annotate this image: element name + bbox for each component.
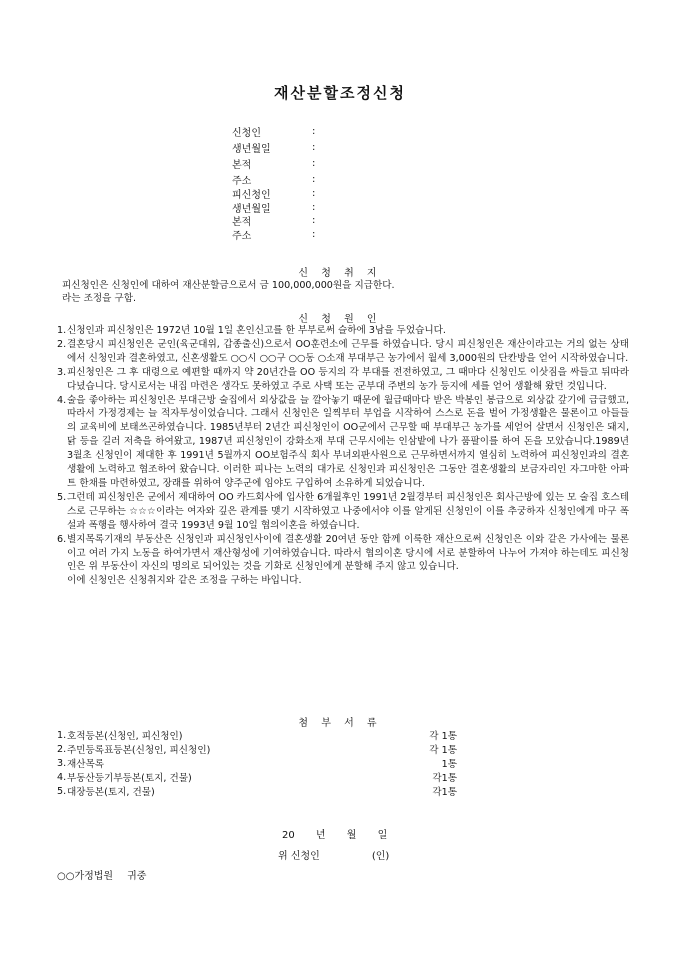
attachment-number: 2. [57,743,67,755]
field-label: 본적 [232,217,252,229]
filing-date [282,826,387,841]
attachment-name: 주민등록표등본(신청인, 피신청인) [67,745,211,756]
signature-line [278,847,389,862]
cause-closing: 이에 신청인은 신청취지와 같은 조정을 구하는 바입니다. [67,575,302,587]
attachment-number: 3. [57,757,67,769]
purpose-heading: 신 청 취 지 [298,268,382,279]
attachment-item [57,756,457,770]
field-colon: : [312,201,316,213]
cause-item [57,324,629,338]
field-row [232,123,315,139]
date-year-unit: 년 [315,830,326,841]
cause-number: 2. [57,338,67,350]
field-colon: : [312,173,316,185]
cause-text: 신청인과 피신청인은 1972년 10월 1일 혼인신고를 한 부부로써 슬하에 3남을 두었습니다. [67,325,446,336]
cause-list [57,324,629,588]
field-row [232,139,315,155]
purpose-text [62,279,622,306]
date-day-unit: 일 [377,830,388,841]
field-colon: : [312,157,316,169]
field-label: 본적 [232,159,252,171]
cause-text: 결혼당시 피신청인은 군인(육군대위, 갑종출신)으로서 OO훈련소에 근무를 하였습니다. 당시 피신청인은 재산이라고는 거의 없는 상태에서 신청인과 결혼하였고, 신혼생활도 ○○시 ○○구 ○○동 ○소재 부대부근 농가에서 월세 3,000원의 단칸방을 얻어 시작하였습니다. [67,338,629,364]
cause-text: 피신청인은 그 후 대령으로 예편할 때까지 약 20년간을 OO 등지의 각 부대를 전전하였고, 그 때마다 신청인도 이삿짐을 싸들고 뒤따라 다녔습니다. 당시로서는 내집 마련은 생각도 못하였고 주로 사택 또는 군부대 주변의 농가 등지에 세를 얻어 생활해 왔던 것입니다. [67,366,629,392]
court-name: ○○가정법원 [57,871,114,882]
field-row [232,201,315,215]
field-row [232,155,315,171]
field-label: 주소 [232,230,252,242]
signature-seal: (인) [371,851,390,862]
cause-number: 1. [57,325,67,336]
field-row [232,228,315,242]
attachment-count: 각 1통 [429,731,457,742]
field-colon: : [312,125,316,137]
court-addressee [57,867,146,882]
cause-item [57,533,629,575]
attachment-name: 대장등본(토지, 건물) [67,787,155,798]
field-label: 생년월일 [232,203,271,215]
attachment-count: 각1통 [432,787,457,798]
attachment-name: 부동산등기부등본(토지, 건물) [67,773,192,784]
field-colon: : [312,215,316,227]
attachments-heading: 첨 부 서 류 [298,718,382,729]
cause-item [57,394,629,491]
attachment-number: 1. [57,729,67,741]
field-row [232,214,315,228]
field-label: 신청인 [232,127,261,139]
attachment-count: 각1통 [432,773,457,784]
cause-number: 6. [57,533,67,545]
field-colon: : [312,141,316,153]
attachment-item [57,770,457,784]
court-suffix: 귀중 [127,871,147,882]
attachment-item [57,784,457,798]
cause-number: 3. [57,366,67,378]
field-colon: : [312,188,316,200]
field-row [232,187,315,201]
purpose-line: 피신청인은 신청인에 대하여 재산분할금으로서 금 100,000,000원을 지급한다. [62,280,395,291]
field-row [232,171,315,187]
purpose-line: 라는 조정을 구함. [62,293,137,305]
cause-text: 별지목록기재의 부동산은 신청인과 피신청인사이에 결혼생활 20여년 동안 함께 이룩한 재산으로써 신청인은 이와 같은 가사에는 물론이고 여러 가지 노동을 하여가면서 재산형성에 기여하였습니다. 따라서 협의이혼 당시에 서로 분할하여 나누어 가져야 하는데도 피신청인은 위 부동산이 자신의 명의로 되어있는 것을 기화로 신청인에게 분할해 주지 않고 있습니다. [67,533,629,573]
attachment-count: 1통 [441,759,457,770]
attachment-item [57,742,457,756]
field-label: 피신청인 [232,190,271,202]
attachment-number: 5. [57,785,67,797]
cause-item [57,366,629,394]
cause-item [57,491,629,533]
attachment-name: 재산목록 [67,759,105,770]
field-colon: : [312,228,316,240]
signature-label: 위 신청인 [278,851,320,862]
attachment-name: 호적등본(신청인, 피신청인) [67,731,183,742]
field-label: 주소 [232,175,252,187]
party-fields [232,123,315,241]
attachment-item [57,728,457,742]
document-title: 재산분할조정신청 [274,84,406,102]
date-month-unit: 월 [346,830,357,841]
field-label: 생년월일 [232,143,271,155]
cause-text: 술을 좋아하는 피신청인은 부대근방 술집에서 외상값을 늘 깔아놓기 때문에 월급때마다 받은 박봉인 봉급으로 외상값 갚기에 급급했고, 따라서 가정경제는 늘 적자투성이었습니다. 그래서 신청인은 일찍부터 부업을 시작하여 스스로 돈을 벌어 가정생활은 물론이고 아들들의 교육비에 보태쓰곤하였습니다. 1985년부터 2년간 피신청인이 OO군에서 근무할 때 부대부근 농가를 세얻어 살면서 신청인은 돼지, 닭 등을 길러 저축을 하여왔고, 1987년 피신청인이 강화소재 부대 근무시에는 인삼밭에 나가 품팔이를 하여 돈을 모았습니다.1989년 3월초 신청인이 제대한 후 1991년 5월까지 OO보험주식 회사 부녀외판사원으로 근무하면서까지 열심히 노력하여 피신청인과의 결혼생활에 노력하고 협조하여 왔습니다. 이러한 피나는 노력의 대가로 신청인과 피신청인은 그동안 결혼생활의 보금자리인 자그마한 아파트 한채를 마련하였고, 장래를 위하여 양주군에 임야도 구입하여 소유하게 되었습니다. [67,394,629,489]
cause-number: 4. [57,394,67,406]
cause-heading: 신 청 원 인 [298,314,382,325]
cause-text: 그런데 피신청인은 군에서 제대하여 OO 카드회사에 입사한 6개월후인 1991년 2월경부터 피신청인은 회사근방에 있는 모 술집 호스테스로 근무하는 ☆☆☆이라는 여자와 깊은 관계를 맺기 시작하였고 나중에서야 이를 알게된 신청인이 이를 추궁하자 신청인에게 마구 폭설과 폭행을 행사하여 결국 1993년 9월 10일 협의이혼을 하였습니다. [67,491,629,531]
attachments-list [57,728,457,798]
cause-number: 5. [57,491,67,503]
date-year: 20 [282,830,295,841]
attachment-count: 각 1통 [429,745,457,756]
attachment-number: 4. [57,771,67,783]
cause-item [57,338,629,366]
